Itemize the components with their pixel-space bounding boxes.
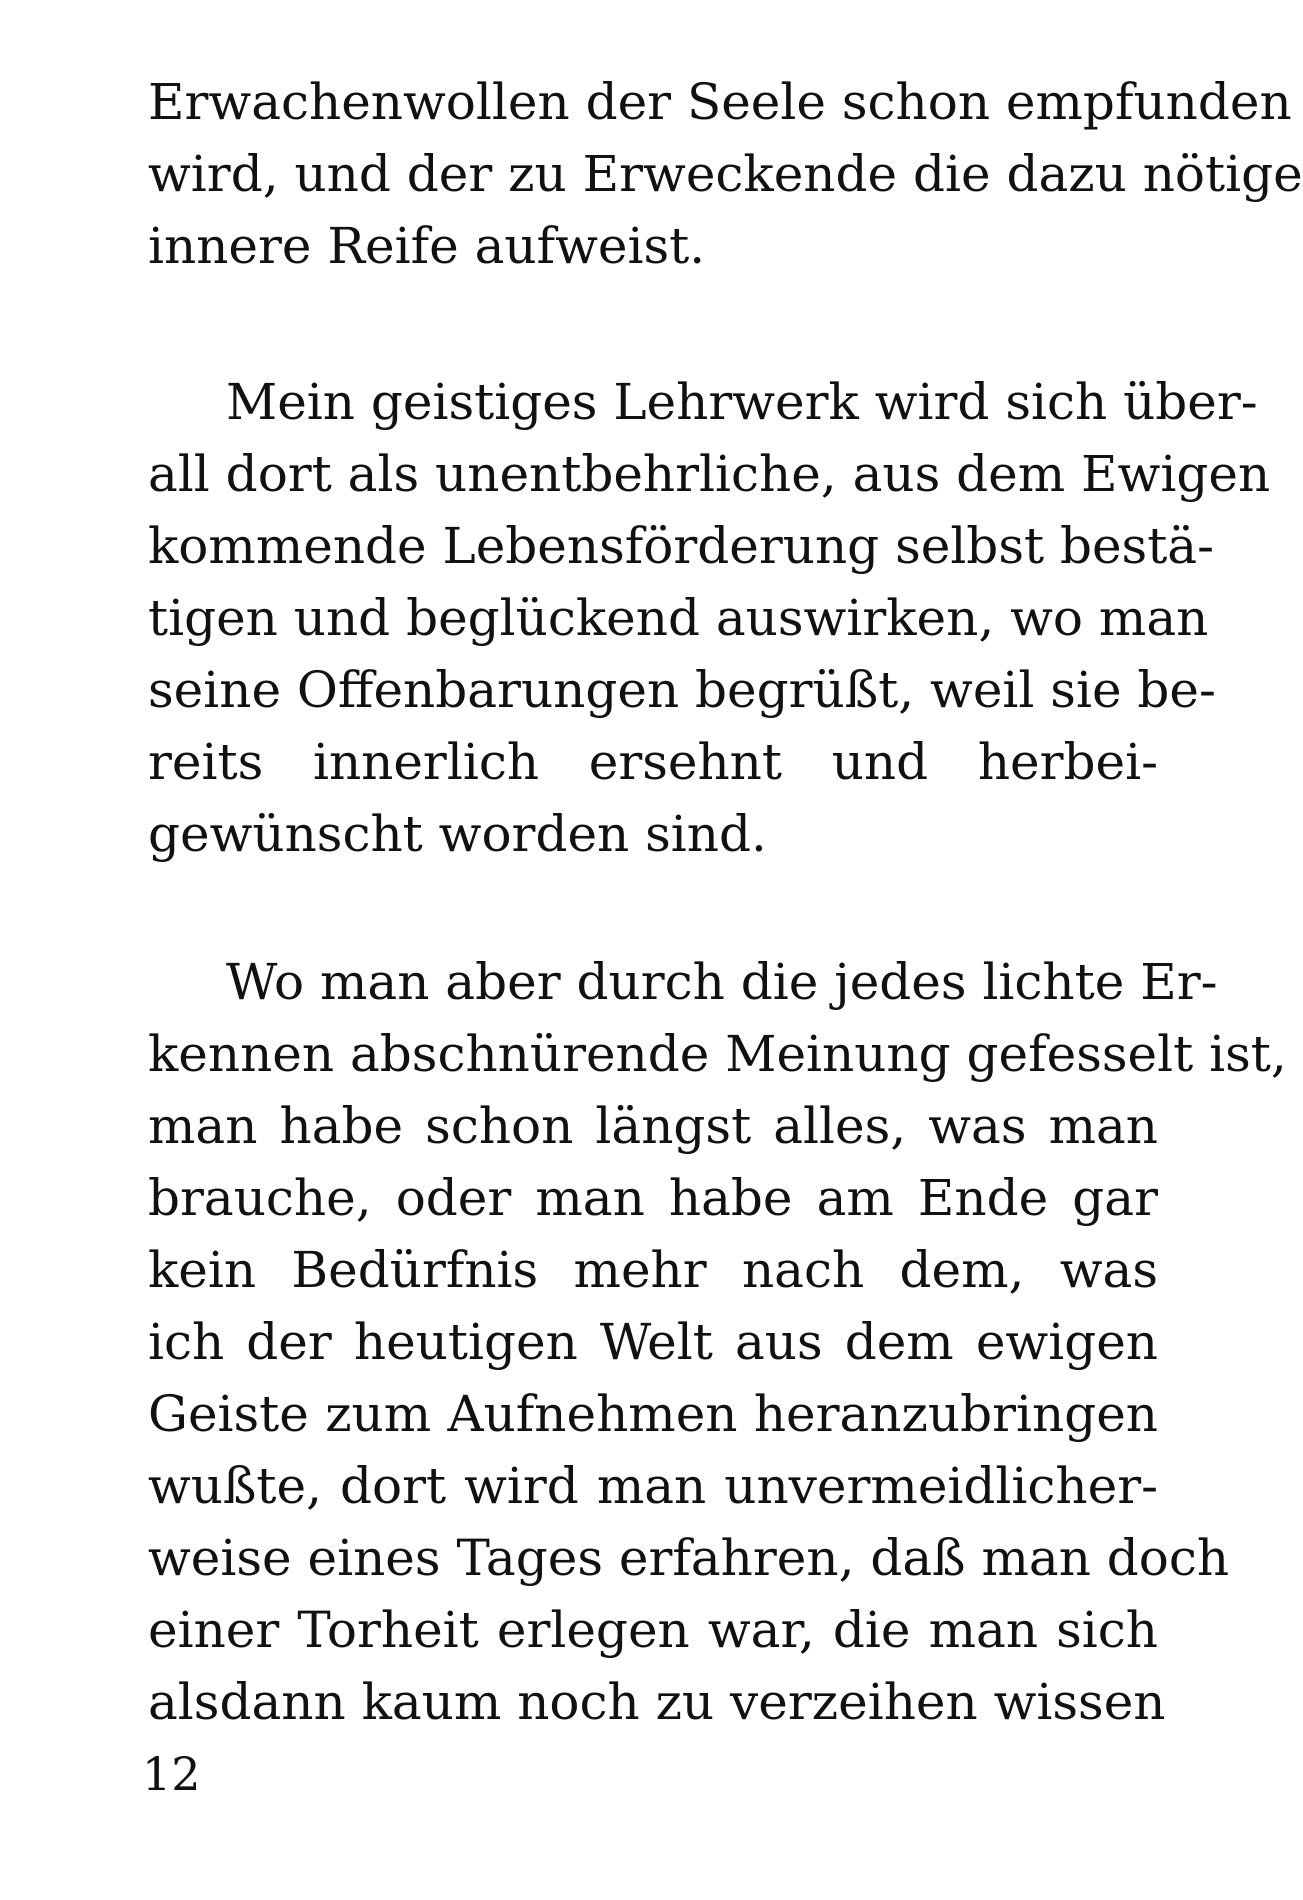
- text-line: Mein geistiges Lehrwerk wird sich über-: [226, 373, 1258, 431]
- text-line: man habe schon längst alles, was man: [148, 1097, 1158, 1155]
- text-line: Erwachenwollen der Seele schon empfunden: [148, 73, 1292, 131]
- text-line: wußte, dort wird man unvermeidlicher-: [148, 1457, 1158, 1515]
- text-line: seine Offenbarungen begrüßt, weil sie be-: [148, 661, 1216, 719]
- text-line: alsdann kaum noch zu verzeihen wissen: [148, 1673, 1166, 1731]
- text-line: brauche, oder man habe am Ende gar: [148, 1169, 1158, 1227]
- text-line: innere Reife aufweist.: [148, 217, 706, 275]
- text-line: all dort als unentbehrliche, aus dem Ewigen: [148, 445, 1271, 503]
- text-line: Geiste zum Aufnehmen heranzubringen: [148, 1385, 1158, 1443]
- text-line: einer Torheit erlegen war, die man sich: [148, 1601, 1158, 1659]
- text-line: kommende Lebensförderung selbst bestä-: [148, 517, 1215, 575]
- text-line: kein Bedürfnis mehr nach dem, was: [148, 1241, 1158, 1299]
- text-line: Wo man aber durch die jedes lichte Er-: [226, 953, 1218, 1011]
- text-line: ich der heutigen Welt aus dem ewigen: [148, 1313, 1158, 1371]
- text-line: wird, und der zu Erweckende die dazu nötige: [148, 145, 1303, 203]
- text-line: reits innerlich ersehnt und herbei-: [148, 733, 1158, 791]
- text-line: tigen und beglückend auswirken, wo man: [148, 589, 1209, 647]
- text-line: gewünscht worden sind.: [148, 805, 767, 863]
- page-number: 12: [142, 1747, 201, 1801]
- text-line: weise eines Tages erfahren, daß man doch: [148, 1529, 1230, 1587]
- text-line: kennen abschnürende Meinung gefesselt ist,: [148, 1025, 1287, 1083]
